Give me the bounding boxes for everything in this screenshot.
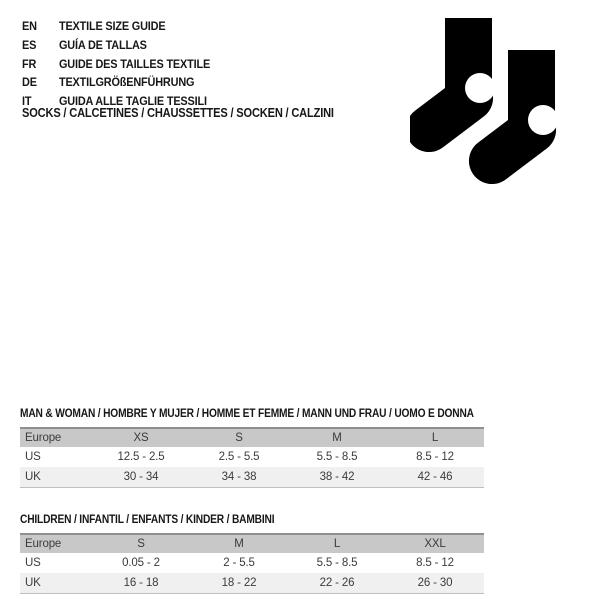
size-cell: 12.5 - 2.5: [117, 451, 165, 463]
language-row-en: [22, 17, 210, 36]
children-size-section: [20, 514, 484, 594]
size-cell: 18 - 22: [221, 576, 257, 589]
col-header-size: M: [332, 432, 342, 444]
language-row-de: [22, 73, 210, 92]
children-table-title: CHILDREN / INFANTIL / ENFANTS / KINDER / BAMBINI: [20, 513, 275, 526]
size-cell: 34 - 38: [221, 470, 257, 483]
col-header-size: L: [431, 432, 439, 444]
size-cell: 22 - 26: [319, 576, 355, 589]
col-header-size: M: [234, 538, 244, 550]
row-label: US: [25, 557, 41, 569]
size-cell: 2 - 5.5: [223, 557, 255, 569]
adults-size-table: [20, 427, 484, 488]
table-row-us: [20, 553, 484, 573]
size-cell: 8.5 - 12: [416, 557, 454, 569]
language-code: FR: [22, 56, 37, 71]
adults-size-section: [20, 408, 484, 488]
language-code: IT: [22, 94, 32, 109]
col-header-size: L: [333, 538, 341, 550]
col-header-region: Europe: [25, 432, 62, 444]
col-header-size: S: [235, 432, 243, 444]
size-cell: 5.5 - 8.5: [316, 451, 358, 463]
adults-table-title: MAN & WOMAN / HOMBRE Y MUJER / HOMME ET FEMME / MANN UND FRAU / UOMO E DONNA: [20, 407, 474, 420]
language-label: GUÍA DE TALLAS: [58, 38, 147, 53]
table-row-us: [20, 447, 484, 467]
category-title: SOCKS / CALCETINES / CHAUSSETTES / SOCKEN / CALZINI: [22, 106, 334, 120]
header-row: [20, 428, 484, 447]
language-code: ES: [22, 38, 37, 53]
size-cell: 8.5 - 12: [416, 451, 454, 463]
size-cell: 0.05 - 2: [122, 557, 160, 569]
sock-heel-dot: [528, 105, 558, 135]
size-cell: 2.5 - 5.5: [218, 451, 260, 463]
language-list: [22, 17, 236, 110]
col-header-region: Europe: [25, 538, 62, 550]
table-row-uk: [20, 573, 484, 593]
size-cell: 26 - 30: [417, 576, 453, 589]
size-cell: 42 - 46: [417, 470, 453, 483]
row-label: UK: [25, 470, 41, 483]
sock-heel-dot: [465, 73, 495, 103]
size-cell: 16 - 18: [123, 576, 159, 589]
table-row-uk: [20, 467, 484, 487]
language-row-fr: [22, 54, 210, 73]
col-header-size: XXL: [424, 538, 446, 550]
header-row: [20, 534, 484, 553]
language-row-es: [22, 36, 210, 55]
row-label: UK: [25, 576, 41, 589]
size-cell: 5.5 - 8.5: [316, 557, 358, 569]
language-label: GUIDE DES TAILLES TEXTILE: [58, 56, 211, 71]
children-size-table: [20, 533, 484, 594]
size-cell: 30 - 34: [123, 470, 159, 483]
col-header-size: S: [137, 538, 145, 550]
language-label: GUIDA ALLE TAGLIE TESSILI: [58, 94, 207, 109]
socks-icon: [410, 15, 575, 195]
language-code: EN: [22, 19, 37, 34]
row-label: US: [25, 451, 41, 463]
language-label: TEXTILE SIZE GUIDE: [58, 19, 166, 34]
size-cell: 38 - 42: [319, 470, 355, 483]
language-code: DE: [22, 75, 37, 90]
sock-left: [410, 18, 495, 152]
col-header-size: XS: [133, 432, 149, 444]
language-label: TEXTILGRÖßENFÜHRUNG: [58, 75, 195, 90]
